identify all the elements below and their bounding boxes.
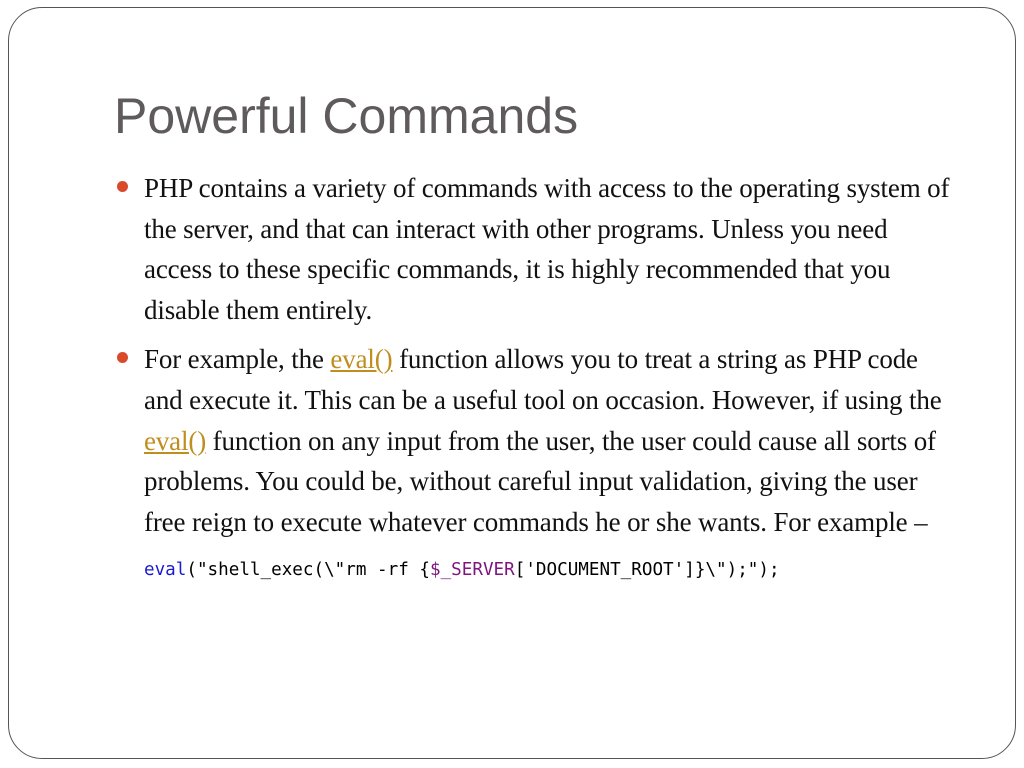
bullet-dot-icon <box>117 181 128 192</box>
bullet-text-segment: For example, the <box>144 344 331 375</box>
bullet-list <box>116 168 951 591</box>
code-keyword: eval <box>144 560 187 581</box>
bullet-text-segment: function on any input from the user, the user could cause all sorts of problems. You could be, without careful input validation, giving the user free reign to execute whatever commands he or she wants. For example – <box>144 425 936 537</box>
code-example <box>144 558 951 582</box>
bullet-text: PHP contains a variety of commands with access to the operating system of the server, and that can interact with other programs. Unless you need access to these specific commands, it is highly recommended that you disable them entirely. <box>144 173 950 325</box>
slide-title: Powerful Commands <box>114 88 579 144</box>
code-variable: $_SERVER <box>430 560 515 581</box>
bullet-text-segment: function allows you to treat a string as PHP code and execute it. This can be a useful tool on occasion. However, if using the <box>144 344 942 415</box>
code-segment: ['DOCUMENT_ROOT']}\");"); <box>514 560 780 581</box>
bullet-text <box>144 339 951 542</box>
bullet-item <box>116 168 951 330</box>
bullet-item <box>116 339 951 582</box>
bullet-dot-icon <box>117 352 128 363</box>
eval-link[interactable]: eval() <box>330 344 393 375</box>
code-segment: ("shell_exec(\"rm -rf { <box>186 560 430 581</box>
eval-link[interactable]: eval() <box>144 425 207 456</box>
